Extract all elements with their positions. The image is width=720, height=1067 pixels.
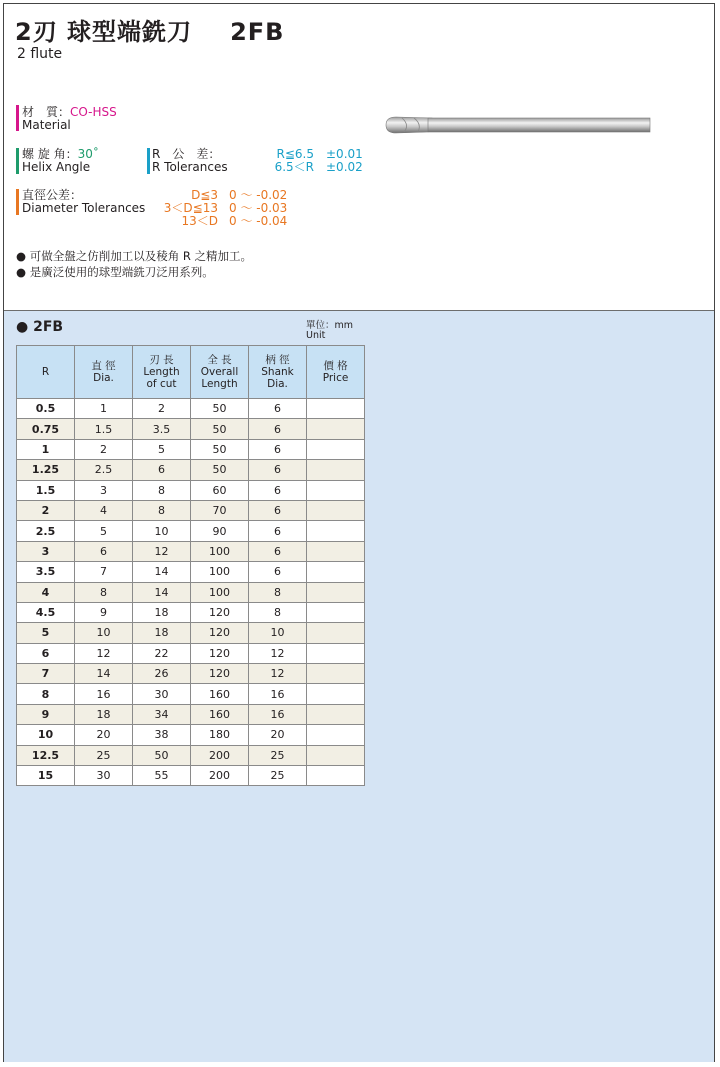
section-title-text: 2FB	[33, 319, 64, 335]
cell-length-of-cut: 18	[133, 602, 191, 622]
cell-r: 1.5	[17, 480, 75, 500]
cell-price	[307, 460, 365, 480]
cell-dia: 2	[75, 439, 133, 459]
cell-shank-dia: 25	[249, 766, 307, 786]
cell-overall-length: 50	[191, 399, 249, 419]
r-tol-label: R 公 差：	[152, 147, 221, 161]
spec-table	[16, 345, 365, 786]
cell-price	[307, 480, 365, 500]
r-tol-values	[326, 148, 363, 174]
cell-dia: 5	[75, 521, 133, 541]
feature-item: ● 是廣泛使用的球型端銑刀泛用系列。	[16, 265, 214, 279]
cell-shank-dia: 8	[249, 602, 307, 622]
helix-label: 螺 旋 角：	[22, 147, 78, 161]
col-header-dia: 直 徑 Dia.	[75, 346, 133, 399]
cell-r: 12.5	[17, 745, 75, 765]
cell-length-of-cut: 3.5	[133, 419, 191, 439]
cell-shank-dia: 6	[249, 419, 307, 439]
dia-tol-spec	[22, 189, 145, 215]
r-tol-value-1: ±0.01	[326, 147, 363, 161]
cell-length-of-cut: 50	[133, 745, 191, 765]
cell-overall-length: 100	[191, 562, 249, 582]
cell-overall-length: 160	[191, 704, 249, 724]
cell-length-of-cut: 6	[133, 460, 191, 480]
cell-price	[307, 419, 365, 439]
table-row	[17, 643, 365, 663]
col-header-price: 價 格 Price	[307, 346, 365, 399]
material-value: CO-HSS	[70, 105, 117, 119]
material-bar	[16, 105, 19, 131]
cell-r: 5	[17, 623, 75, 643]
cell-shank-dia: 25	[249, 745, 307, 765]
dia-tol-value-3: 0 ～ -0.04	[229, 214, 288, 228]
cell-dia: 6	[75, 541, 133, 561]
cell-r: 15	[17, 766, 75, 786]
cell-r: 3	[17, 541, 75, 561]
cell-r: 10	[17, 725, 75, 745]
cell-price	[307, 602, 365, 622]
cell-length-of-cut: 5	[133, 439, 191, 459]
cell-shank-dia: 6	[249, 521, 307, 541]
cell-overall-length: 200	[191, 766, 249, 786]
cell-price	[307, 745, 365, 765]
col-header-shank-dia: 柄 徑 Shank Dia.	[249, 346, 307, 399]
table-row	[17, 460, 365, 480]
dia-tol-label-en: Diameter Tolerances	[22, 201, 146, 215]
cell-dia: 18	[75, 704, 133, 724]
cell-shank-dia: 12	[249, 643, 307, 663]
dia-tol-values	[229, 189, 287, 228]
cell-shank-dia: 6	[249, 439, 307, 459]
cell-overall-length: 90	[191, 521, 249, 541]
cell-overall-length: 50	[191, 460, 249, 480]
dia-tol-range-1: D≦3	[191, 188, 218, 202]
cell-price	[307, 562, 365, 582]
helix-value: 30˚	[77, 147, 99, 161]
dia-tol-value-2: 0 ～ -0.03	[229, 201, 288, 215]
table-row	[17, 766, 365, 786]
cell-overall-length: 100	[191, 541, 249, 561]
helix-spec	[22, 148, 99, 174]
table-row	[17, 419, 365, 439]
cell-overall-length: 50	[191, 439, 249, 459]
col-header-r: R	[17, 346, 75, 399]
feature-text: 可做全盤之仿削加工以及稜角 R 之精加工。	[29, 249, 253, 263]
cell-dia: 10	[75, 623, 133, 643]
cell-length-of-cut: 14	[133, 562, 191, 582]
table-row	[17, 500, 365, 520]
cell-shank-dia: 10	[249, 623, 307, 643]
cell-shank-dia: 6	[249, 541, 307, 561]
cell-price	[307, 439, 365, 459]
page-title	[15, 12, 284, 47]
table-row	[17, 582, 365, 602]
cell-dia: 30	[75, 766, 133, 786]
cell-dia: 9	[75, 602, 133, 622]
cell-price	[307, 582, 365, 602]
col-header-length-of-cut: 刃 長 Length of cut	[133, 346, 191, 399]
feature-text: 是廣泛使用的球型端銑刀泛用系列。	[29, 265, 214, 279]
dia-tol-label: 直徑公差：	[22, 188, 83, 202]
table-row	[17, 684, 365, 704]
ball-end-mill-image	[384, 112, 652, 138]
cell-overall-length: 60	[191, 480, 249, 500]
cell-overall-length: 180	[191, 725, 249, 745]
unit-label-zh: 單位	[306, 320, 326, 331]
unit-label-en: Unit	[306, 330, 326, 341]
section-title: ● 2FB	[16, 319, 64, 335]
cell-overall-length: 70	[191, 500, 249, 520]
cell-price	[307, 399, 365, 419]
cell-dia: 8	[75, 582, 133, 602]
cell-shank-dia: 12	[249, 664, 307, 684]
col-header-overall-length: 全 長 Overall Length	[191, 346, 249, 399]
table-row	[17, 562, 365, 582]
cell-shank-dia: 6	[249, 500, 307, 520]
cell-r: 4	[17, 582, 75, 602]
cell-length-of-cut: 34	[133, 704, 191, 724]
page-subtitle: 2 flute	[17, 46, 63, 62]
cell-price	[307, 541, 365, 561]
table-row	[17, 602, 365, 622]
cell-price	[307, 704, 365, 724]
cell-overall-length: 120	[191, 623, 249, 643]
cell-dia: 1	[75, 399, 133, 419]
cell-overall-length: 50	[191, 419, 249, 439]
cell-shank-dia: 6	[249, 399, 307, 419]
table-row	[17, 480, 365, 500]
dia-tol-value-1: 0 ～ -0.02	[229, 188, 288, 202]
cell-shank-dia: 20	[249, 725, 307, 745]
cell-overall-length: 120	[191, 643, 249, 663]
cell-dia: 16	[75, 684, 133, 704]
cell-length-of-cut: 12	[133, 541, 191, 561]
table-row	[17, 623, 365, 643]
cell-overall-length: 100	[191, 582, 249, 602]
cell-r: 4.5	[17, 602, 75, 622]
cell-price	[307, 766, 365, 786]
cell-r: 0.75	[17, 419, 75, 439]
cell-price	[307, 725, 365, 745]
cell-dia: 14	[75, 664, 133, 684]
cell-dia: 12	[75, 643, 133, 663]
page-frame	[3, 3, 715, 1062]
cell-length-of-cut: 18	[133, 623, 191, 643]
dia-tol-range-3: 13＜D	[181, 214, 218, 228]
table-row	[17, 664, 365, 684]
cell-length-of-cut: 8	[133, 500, 191, 520]
r-tol-range-1: R≦6.5	[276, 147, 314, 161]
cell-length-of-cut: 38	[133, 725, 191, 745]
dia-tol-ranges	[134, 189, 218, 228]
cell-r: 3.5	[17, 562, 75, 582]
cell-r: 2	[17, 500, 75, 520]
cell-shank-dia: 16	[249, 684, 307, 704]
material-spec	[22, 106, 117, 132]
cell-length-of-cut: 14	[133, 582, 191, 602]
dia-tol-bar	[16, 189, 19, 215]
cell-overall-length: 120	[191, 664, 249, 684]
cell-price	[307, 521, 365, 541]
product-code: 2FB	[230, 18, 285, 46]
table-row	[17, 439, 365, 459]
cell-shank-dia: 8	[249, 582, 307, 602]
feature-item: ● 可做全盤之仿削加工以及稜角 R 之精加工。	[16, 249, 253, 263]
table-body	[17, 399, 365, 786]
cell-length-of-cut: 8	[133, 480, 191, 500]
product-info-section	[4, 4, 714, 310]
title-zh: 2刃 球型端銑刀	[15, 18, 193, 46]
r-tol-bar	[147, 148, 150, 174]
cell-overall-length: 120	[191, 602, 249, 622]
table-row	[17, 725, 365, 745]
cell-price	[307, 500, 365, 520]
cell-r: 1.25	[17, 460, 75, 480]
table-header-row	[17, 346, 365, 399]
cell-overall-length: 160	[191, 684, 249, 704]
r-tol-label-en: R Tolerances	[152, 160, 228, 174]
cell-dia: 4	[75, 500, 133, 520]
cell-shank-dia: 6	[249, 480, 307, 500]
r-tol-value-2: ±0.02	[326, 160, 363, 174]
cell-r: 8	[17, 684, 75, 704]
table-row	[17, 399, 365, 419]
cell-shank-dia: 6	[249, 460, 307, 480]
cell-length-of-cut: 55	[133, 766, 191, 786]
cell-shank-dia: 6	[249, 562, 307, 582]
cell-price	[307, 684, 365, 704]
cell-dia: 1.5	[75, 419, 133, 439]
cell-length-of-cut: 30	[133, 684, 191, 704]
cell-dia: 2.5	[75, 460, 133, 480]
cell-r: 9	[17, 704, 75, 724]
material-label: 材 質：	[22, 105, 71, 119]
cell-length-of-cut: 10	[133, 521, 191, 541]
cell-r: 6	[17, 643, 75, 663]
cell-price	[307, 664, 365, 684]
table-row	[17, 745, 365, 765]
helix-label-en: Helix Angle	[22, 160, 91, 174]
dia-tol-range-2: 3＜D≦13	[163, 201, 218, 215]
cell-shank-dia: 16	[249, 704, 307, 724]
unit-value: mm	[334, 320, 354, 331]
cell-length-of-cut: 22	[133, 643, 191, 663]
material-label-en: Material	[22, 118, 71, 132]
cell-overall-length: 200	[191, 745, 249, 765]
cell-length-of-cut: 26	[133, 664, 191, 684]
feature-list	[16, 248, 252, 280]
unit-label: 單位：mm Unit	[306, 320, 354, 341]
cell-dia: 25	[75, 745, 133, 765]
r-tol-range-2: 6.5＜R	[274, 160, 314, 174]
cell-price	[307, 623, 365, 643]
cell-r: 2.5	[17, 521, 75, 541]
cell-dia: 20	[75, 725, 133, 745]
cell-dia: 7	[75, 562, 133, 582]
table-row	[17, 521, 365, 541]
cell-r: 0.5	[17, 399, 75, 419]
helix-bar	[16, 148, 19, 174]
r-tol-ranges	[234, 148, 314, 174]
table-row	[17, 541, 365, 561]
cell-length-of-cut: 2	[133, 399, 191, 419]
table-row	[17, 704, 365, 724]
cell-dia: 3	[75, 480, 133, 500]
cell-r: 1	[17, 439, 75, 459]
cell-r: 7	[17, 664, 75, 684]
cell-price	[307, 643, 365, 663]
